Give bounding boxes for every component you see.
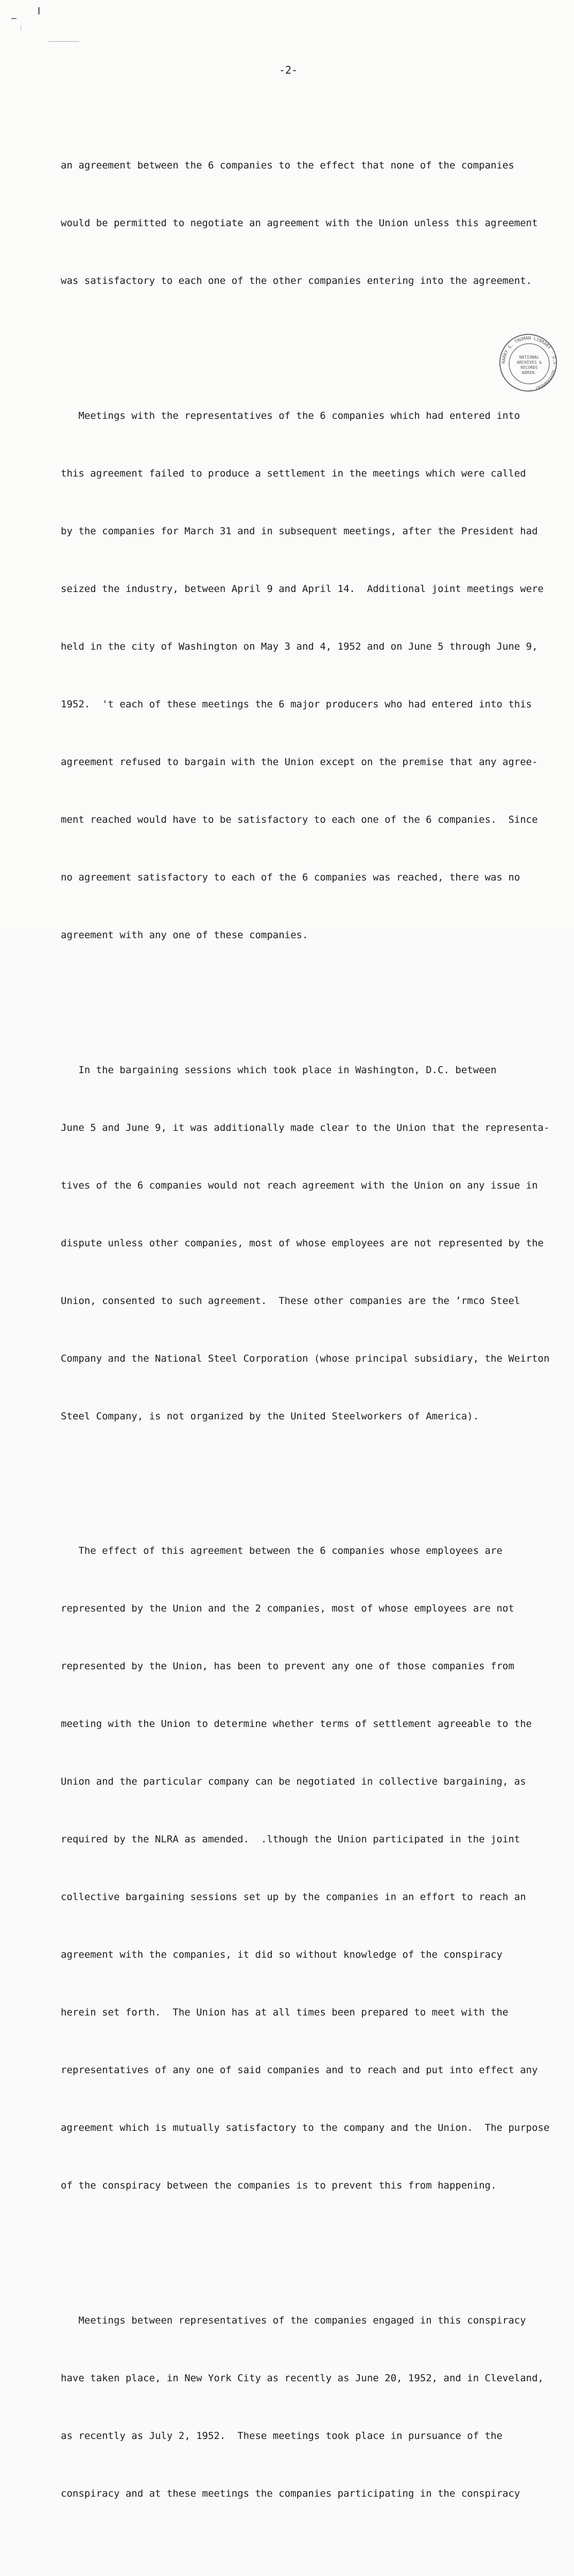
text-line: have taken place, in New York City as recently as June 20, 1952, and in Cleveland, <box>61 2372 544 2384</box>
text-line: of the conspiracy between the companies is to prevent this from happening. <box>61 2180 497 2192</box>
text-line: collective bargaining sessions set up by the companies in an effort to reach an <box>61 1891 526 1903</box>
text-line: agreement which is mutually satisfactory to the company and the Union. The purpose <box>61 2122 550 2134</box>
text-line: conspiracy and at these meetings the companies participating in the conspiracy <box>61 2487 520 2499</box>
text-line: required by the NLRA as amended. .lthough the Union participated in the joint <box>61 1834 520 1845</box>
text-line: this agreement failed to produce a settlement in the meetings which were called <box>61 467 526 479</box>
text-line: meeting with the Union to determine whether terms of settlement agreeable to the <box>61 1718 532 1730</box>
text-line: Steel Company, is not organized by the United Steelworkers of America). <box>61 1410 479 1422</box>
text-line: tives of the 6 companies would not reach agreement with the Union on any issue in <box>61 1179 538 1191</box>
scan-mark <box>48 41 79 42</box>
text-line: 1952. 't each of these meetings the 6 major producers who had entered into this <box>61 699 532 710</box>
text-line: herein set forth. The Union has at all times been prepared to meet with the <box>61 2007 509 2019</box>
svg-text:HARRY S. TRUMAN LIBRARY · U.S.: HARRY S. TRUMAN LIBRARY · U.S. GOVERNMENT · <box>501 335 558 392</box>
text-line: agreement with any one of these companies. <box>61 929 308 941</box>
text-line: ment reached would have to be satisfactory to each one of the 6 companies. Since <box>61 814 538 826</box>
archive-stamp <box>499 334 557 392</box>
text-line: dispute unless other companies, most of whose employees are not represented by the <box>61 1237 544 1249</box>
text-line: as recently as July 2, 1952. These meetings took place in pursuance of the <box>61 2430 502 2442</box>
text-line: Union, consented to such agreement. These other companies are the ’rmco Steel <box>61 1295 520 1307</box>
paragraph <box>61 1022 550 1465</box>
paragraph <box>61 2273 544 2542</box>
text-line: an agreement between the 6 companies to the effect that none of the companies <box>61 160 514 172</box>
paragraph <box>61 118 538 330</box>
svg-text:ADMIN.: ADMIN. <box>521 370 537 375</box>
text-line: seized the industry, between April 9 and April 14. Additional joint meetings were <box>61 583 544 595</box>
text-line: Company and the National Steel Corporation (whose principal subsidiary, the Weirton <box>61 1352 550 1364</box>
text-line: Meetings with the representatives of the 6 companies which had entered into <box>61 410 520 421</box>
page-number: -2- <box>279 64 298 76</box>
text-line: Union and the particular company can be negotiated in collective bargaining, as <box>61 1776 526 1788</box>
scan-mark <box>11 18 16 19</box>
scan-mark <box>38 7 40 14</box>
text-line: agreement with the companies, it did so without knowledge of the conspiracy <box>61 1949 502 1961</box>
text-line: June 5 and June 9, it was additionally made clear to the Union that the representa- <box>61 1122 550 1133</box>
text-line: Meetings between representatives of the companies engaged in this conspiracy <box>61 2314 526 2326</box>
text-line: represented by the Union and the 2 companies, most of whose employees are not <box>61 1603 514 1615</box>
truman-library-seal-icon <box>500 335 558 393</box>
text-line: no agreement satisfactory to each of the 6 companies was reached, there was no <box>61 872 520 884</box>
text-line: held in the city of Washington on May 3 and 4, 1952 and on June 5 through June 9, <box>61 640 538 652</box>
text-line: In the bargaining sessions which took place in Washington, D.C. between <box>61 1064 497 1076</box>
text-line: would be permitted to negotiate an agreement with the Union unless this agreement <box>61 217 538 229</box>
text-line: agreement refused to bargain with the Union except on the premise that any agree- <box>61 756 538 768</box>
text-line: was satisfactory to each one of the other companies entering into the agreement. <box>61 275 532 287</box>
text-line: representatives of any one of said companies and to reach and put into effect any <box>61 2064 538 2076</box>
svg-text:RECORDS: RECORDS <box>520 365 538 370</box>
text-line: The effect of this agreement between the 6 companies whose employees are <box>61 1545 502 1557</box>
svg-text:NATIONAL: NATIONAL <box>519 355 540 360</box>
paragraph <box>61 1503 550 2234</box>
svg-text:ARCHIVES &: ARCHIVES & <box>516 360 542 365</box>
text-line: by the companies for March 31 and in subsequent meetings, after the President had <box>61 525 538 537</box>
text-line: represented by the Union, has been to prevent any one of those companies from <box>61 1660 514 1672</box>
